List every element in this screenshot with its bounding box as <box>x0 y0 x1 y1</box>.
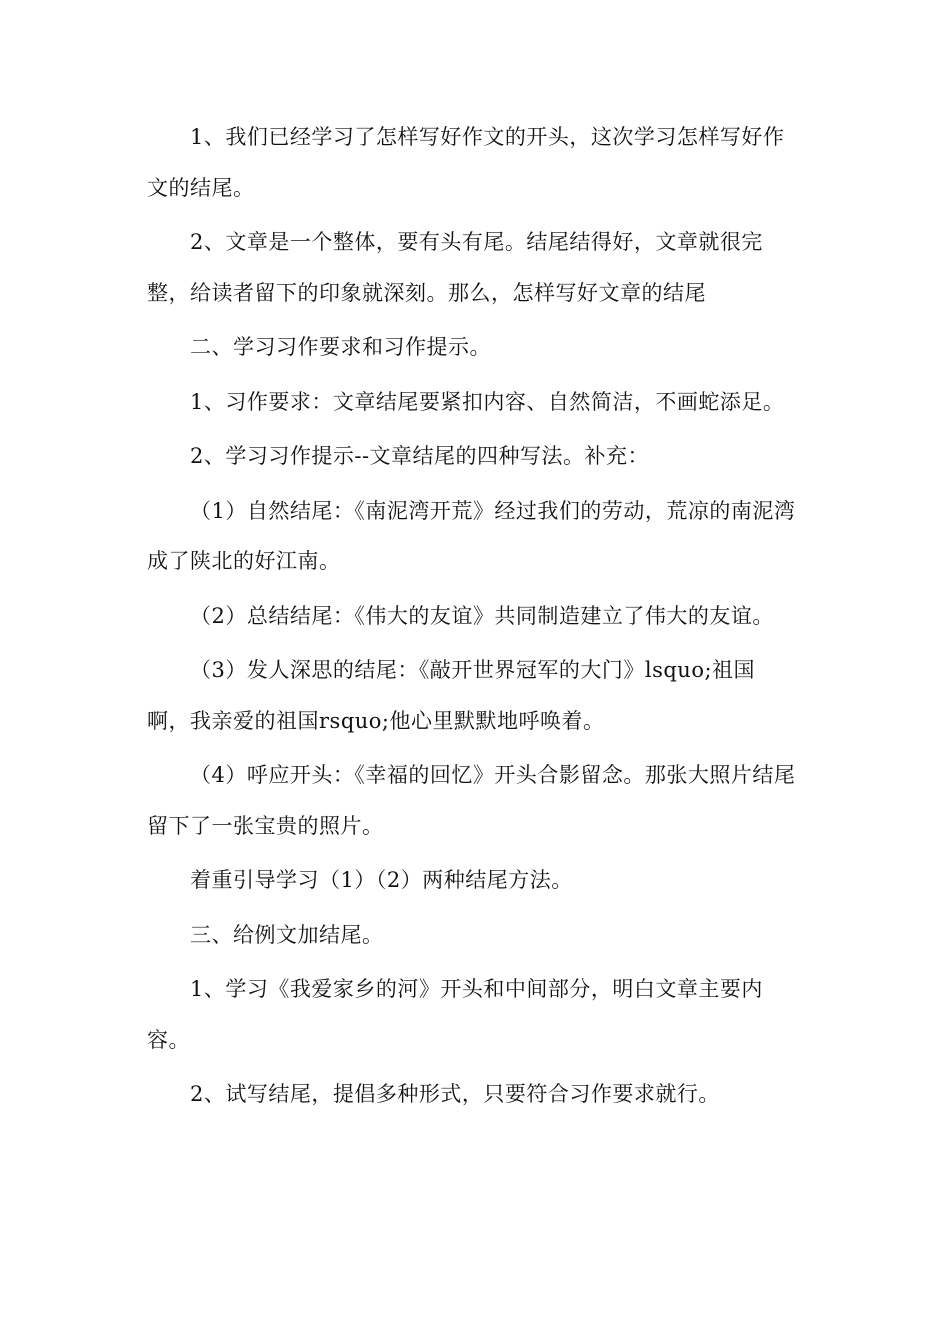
paragraph-focus: 着重引导学习（1）（2）两种结尾方法。 <box>190 868 573 892</box>
paragraph-try: 2、试写结尾，提倡多种形式，只要符合习作要求就行。 <box>190 1082 720 1106</box>
paragraph-method-1: （1）自然结尾：《南泥湾开荒》经过我们的劳动，荒凉的南泥湾成了陕北的好江南。 <box>147 498 796 573</box>
section-heading-2: 二、学习习作要求和习作提示。 <box>190 335 491 359</box>
section-heading-3: 三、给例文加结尾。 <box>190 922 384 947</box>
paragraph-intro-1: 1、我们已经学习了怎样写好作文的开头，这次学习怎样写好作文的结尾。 <box>147 125 785 200</box>
paragraph-requirement: 1、习作要求：文章结尾要紧扣内容、自然简洁，不画蛇添足。 <box>190 389 785 414</box>
paragraph-method-2: （2）总结结尾：《伟大的友谊》共同制造建立了伟大的友谊。 <box>190 603 774 628</box>
paragraph-method-3: （3）发人深思的结尾：《敲开世界冠军的大门》lsquo;祖国啊，我亲爱的祖国rsquo;他心里默默地呼唤着。 <box>147 658 756 733</box>
paragraph-study: 1、学习《我爱家乡的河》开头和中间部分，明白文章主要内容。 <box>147 977 763 1052</box>
paragraph-intro-2: 2、文章是一个整体，要有头有尾。结尾结得好，文章就很完整，给读者留下的印象就深刻。那么，怎样写好文章的结尾 <box>147 230 763 305</box>
paragraph-hint: 2、学习习作提示--文章结尾的四种写法。补充： <box>190 444 650 468</box>
document-body <box>147 112 797 1124</box>
paragraph-method-4: （4）呼应开头：《幸福的回忆》开头合影留念。那张大照片结尾留下了一张宝贵的照片。 <box>147 763 796 838</box>
